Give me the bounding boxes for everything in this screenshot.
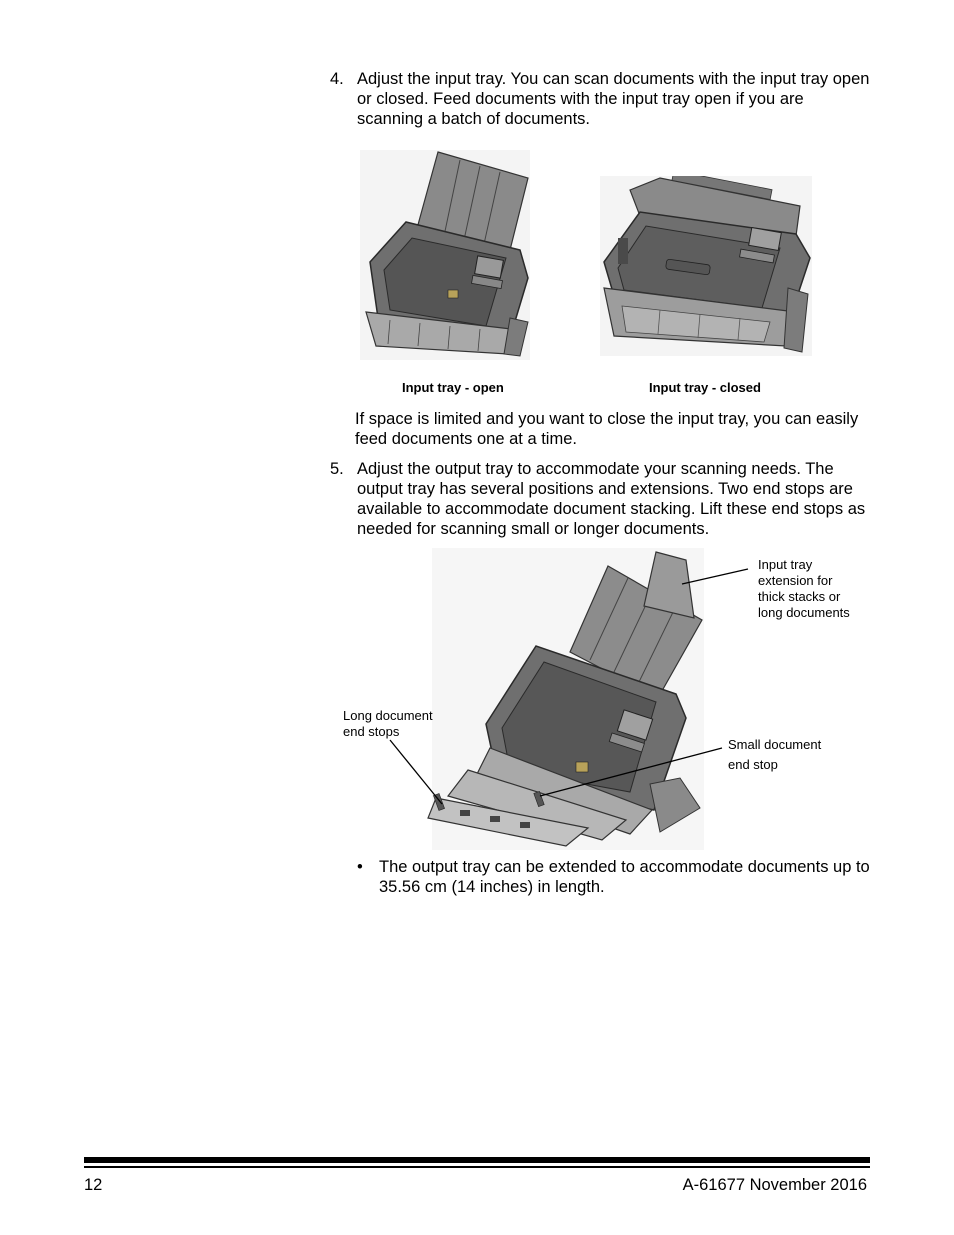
step-5-text: Adjust the output tray to accommodate your scanning needs. The output tray has several positions and extensions. Two end stops are available to accommodate document stacking. Lift these end stops as needed for scanning small or longer documents. xyxy=(357,460,866,538)
step-4-number: 4. xyxy=(330,70,344,88)
caption-input-tray-open: Input tray - open xyxy=(402,380,504,395)
bullet-text: The output tray can be extended to accommodate documents up to 35.56 cm (14 inches) in length. xyxy=(379,858,870,896)
note-text: If space is limited and you want to close the input tray, you can easily feed documents one at a time. xyxy=(355,410,859,448)
bullet-symbol: • xyxy=(357,858,363,876)
footer-rule-thin xyxy=(84,1166,870,1168)
document-id: A-61677 November 2016 xyxy=(682,1176,867,1194)
step-5-number: 5. xyxy=(330,460,344,478)
caption-input-tray-closed: Input tray - closed xyxy=(649,380,761,395)
page-number: 12 xyxy=(84,1176,103,1194)
callout-long-document-end-stops: Long document end stops xyxy=(343,708,433,739)
callout-small-document-end-stop: Small document end stop xyxy=(728,737,822,772)
scanner-tray-open-image xyxy=(360,150,530,360)
step-4-text: Adjust the input tray. You can scan documents with the input tray open or closed. Feed documents with the input tray open if you are scanning a batch of documents. xyxy=(357,70,870,128)
callout-input-tray-extension: Input tray extension for thick stacks or long documents xyxy=(758,557,850,620)
footer-rule-thick xyxy=(84,1157,870,1163)
scanner-tray-closed-image xyxy=(600,176,812,356)
